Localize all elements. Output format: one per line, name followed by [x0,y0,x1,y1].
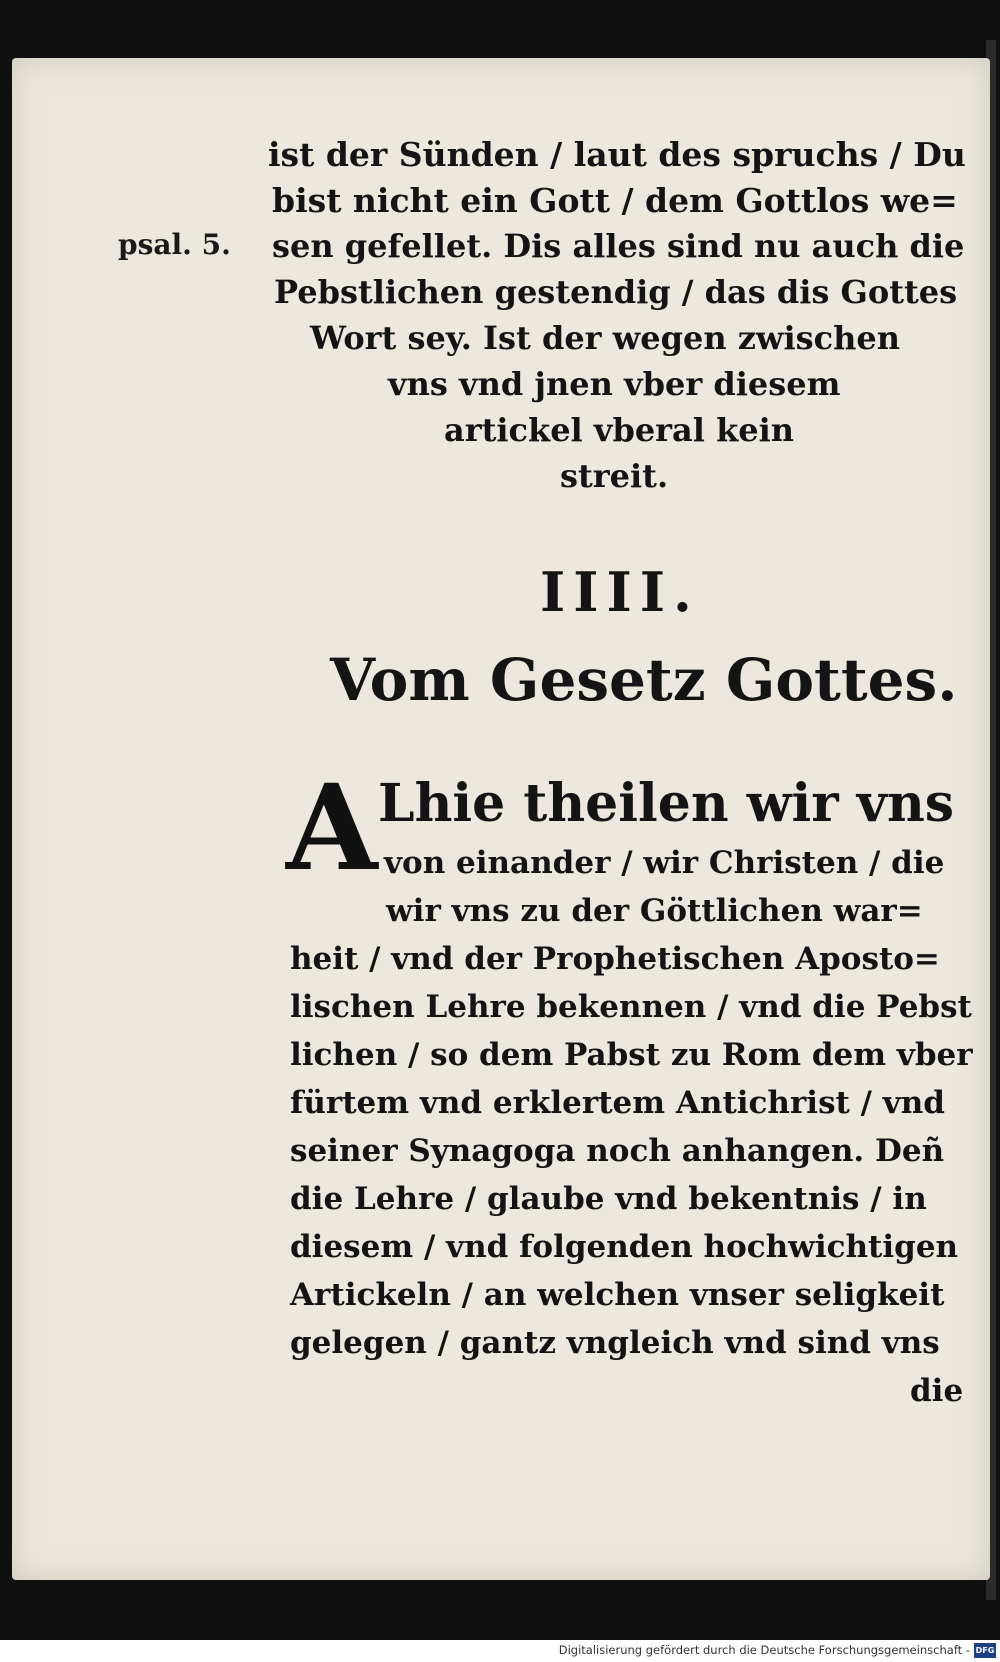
footer-credit: Digitalisierung gefördert durch die Deutsche Forschungsgemeinschaft - [558,1643,970,1657]
chapter-title: Vom Gesetz Gottes. [330,646,958,714]
text-line: streit. [560,457,669,495]
decorative-initial: A [286,758,378,897]
text-line: lischen Lehre bekennen / vnd die Pebst [290,989,972,1025]
text-line: ist der Sünden / laut des spruchs / Du [268,135,966,174]
text-line: Pebstlichen gestendig / das dis Gottes [274,273,958,311]
text-line: lichen / so dem Pabst zu Rom dem vber [290,1037,973,1073]
catchword: die [910,1373,964,1409]
text-line: diesem / vnd folgenden hochwichtigen [290,1229,959,1265]
text-line: Artickeln / an welchen vnser seligkeit [290,1277,945,1313]
dfg-logo-icon: DFG [974,1643,996,1658]
text-line: seiner Synagoga noch anhangen. Deñ [290,1133,945,1169]
text-line: die Lehre / glaube vnd bekentnis / in [290,1181,927,1217]
chapter-number: IIII. [540,560,700,624]
text-line: vns vnd jnen vber diesem [388,365,841,403]
text-line: von einander / wir Christen / die [384,845,945,881]
text-line: artickel vberal kein [444,411,795,449]
footer-bar [0,1640,1000,1662]
text-line: Lhie theilen wir vns [378,773,955,834]
text-line: gelegen / gantz vngleich vnd sind vns [290,1325,940,1361]
text-line: sen gefellet. Dis alles sind nu auch die [272,227,965,265]
text-line: bist nicht ein Gott / dem Gottlos we= [272,181,958,220]
text-line: wir vns zu der Göttlichen war= [386,893,923,929]
text-line: Wort sey. Ist der wegen zwischen [310,319,900,357]
margin-note: psal. 5. [118,228,231,261]
text-line: heit / vnd der Prophetischen Aposto= [290,941,940,977]
text-line: fürtem vnd erklertem Antichrist / vnd [290,1085,945,1121]
